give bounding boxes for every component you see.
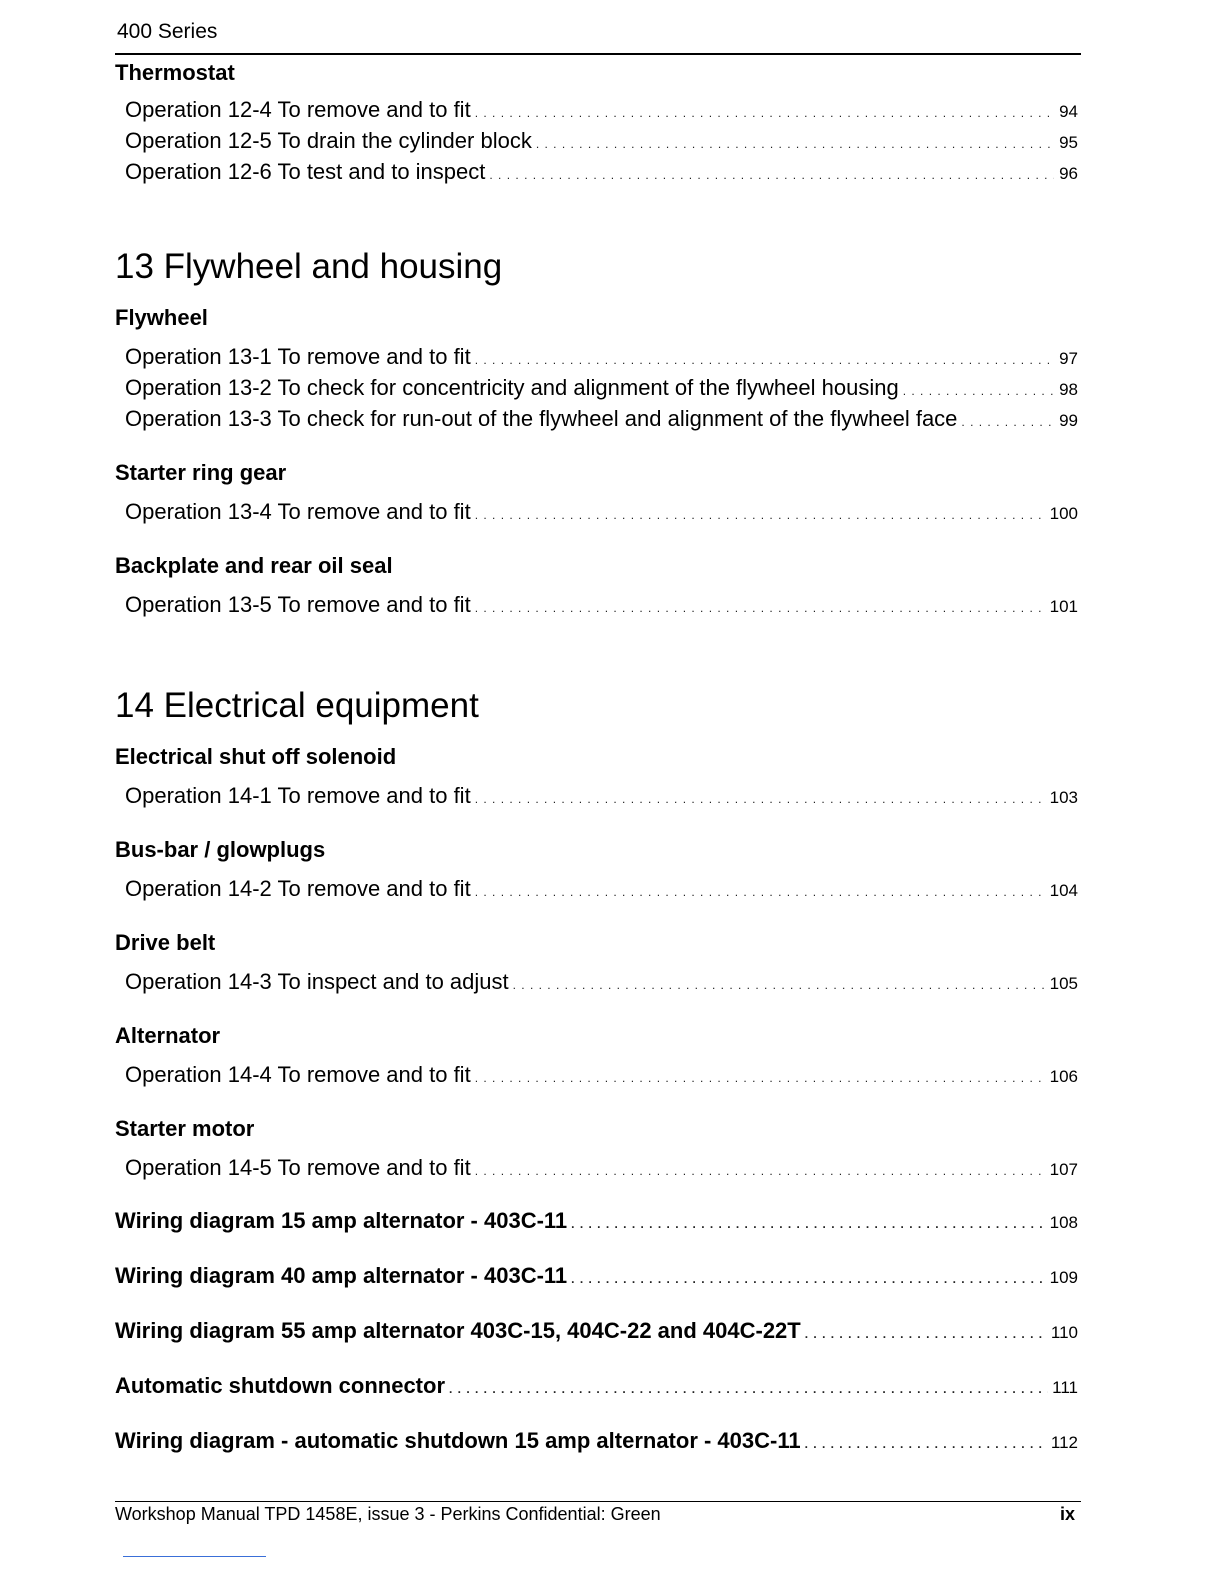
entry-title: Wiring diagram 55 amp alternator 403C-15, 404C-22 and 404C-22T bbox=[115, 1318, 801, 1343]
section-heading-starter-motor: Starter motor bbox=[115, 1116, 255, 1141]
entry-page: 110 bbox=[1050, 1323, 1078, 1342]
leader-dots bbox=[475, 99, 1054, 127]
toc-entry[interactable] bbox=[115, 1061, 1078, 1092]
leader-dots bbox=[475, 878, 1046, 906]
toc-entry[interactable] bbox=[115, 875, 1078, 906]
toc-entry-shutdown-connector[interactable] bbox=[115, 1372, 1078, 1403]
toc-entry-wiring[interactable] bbox=[115, 1317, 1078, 1348]
section-heading-flywheel: Flywheel bbox=[115, 305, 208, 330]
section-heading-thermostat: Thermostat bbox=[115, 60, 235, 85]
toc-entry-wiring[interactable] bbox=[115, 1262, 1078, 1293]
entry-title: Operation 12-6 To test and to inspect bbox=[125, 159, 486, 184]
toc-entry[interactable] bbox=[115, 498, 1078, 529]
entry-title: Operation 13-5 To remove and to fit bbox=[125, 592, 471, 617]
entry-page: 107 bbox=[1049, 1160, 1078, 1179]
toc-entry[interactable] bbox=[115, 591, 1078, 622]
chapter-title-13: 13 Flywheel and housing bbox=[115, 247, 503, 286]
entry-title: Automatic shutdown connector bbox=[115, 1373, 445, 1398]
running-header: 400 Series bbox=[117, 20, 218, 43]
leader-dots bbox=[475, 594, 1046, 622]
entry-page: 106 bbox=[1049, 1067, 1078, 1086]
entry-page: 108 bbox=[1049, 1213, 1078, 1232]
leader-dots bbox=[475, 1157, 1046, 1185]
toc-entry[interactable] bbox=[115, 127, 1078, 158]
toc-entry[interactable] bbox=[115, 1154, 1078, 1185]
section-heading-busbar: Bus-bar / glowplugs bbox=[115, 837, 326, 862]
leader-dots bbox=[805, 1430, 1047, 1458]
entry-page: 95 bbox=[1059, 133, 1078, 152]
entry-page: 105 bbox=[1049, 974, 1078, 993]
entry-title: Operation 14-2 To remove and to fit bbox=[125, 876, 471, 901]
section-heading-backplate: Backplate and rear oil seal bbox=[115, 553, 393, 578]
entry-title: Wiring diagram 40 amp alternator - 403C-11 bbox=[115, 1263, 568, 1288]
leader-dots bbox=[571, 1210, 1045, 1238]
leader-dots bbox=[489, 161, 1054, 189]
entry-page: 103 bbox=[1049, 788, 1078, 807]
entry-page: 94 bbox=[1059, 102, 1078, 121]
entry-title: Operation 13-3 To check for run-out of the flywheel and alignment of the flywheel face bbox=[125, 406, 958, 431]
entry-title: Operation 13-1 To remove and to fit bbox=[125, 344, 471, 369]
entry-title: Operation 12-5 To drain the cylinder block bbox=[125, 128, 532, 153]
header-rule bbox=[115, 53, 1081, 55]
entry-title: Operation 14-5 To remove and to fit bbox=[125, 1155, 471, 1180]
leader-dots bbox=[475, 785, 1046, 813]
leader-dots bbox=[903, 377, 1054, 405]
entry-page: 98 bbox=[1059, 380, 1078, 399]
section-heading-solenoid: Electrical shut off solenoid bbox=[115, 744, 397, 769]
entry-page: 99 bbox=[1059, 411, 1078, 430]
toc-entry[interactable] bbox=[115, 158, 1078, 189]
entry-title: Wiring diagram - automatic shutdown 15 amp alternator - 403C-11 bbox=[115, 1428, 801, 1453]
entry-page: 104 bbox=[1049, 881, 1078, 900]
section-heading-drive-belt: Drive belt bbox=[115, 930, 216, 955]
toc-entry[interactable] bbox=[115, 782, 1078, 813]
toc-entry-wiring[interactable] bbox=[115, 1207, 1078, 1238]
entry-page: 109 bbox=[1049, 1268, 1078, 1287]
bottom-link-underline bbox=[123, 1556, 266, 1557]
leader-dots bbox=[449, 1375, 1048, 1403]
chapter-title-14: 14 Electrical equipment bbox=[115, 686, 479, 725]
toc-entry-wiring[interactable] bbox=[115, 1427, 1078, 1458]
toc-entry[interactable] bbox=[115, 374, 1078, 405]
toc-entry[interactable] bbox=[115, 968, 1078, 999]
entry-title: Operation 14-4 To remove and to fit bbox=[125, 1062, 471, 1087]
entry-title: Operation 14-1 To remove and to fit bbox=[125, 783, 471, 808]
entry-page: 111 bbox=[1052, 1378, 1078, 1397]
entry-title: Operation 13-2 To check for concentricity and alignment of the flywheel housing bbox=[125, 375, 899, 400]
entry-title: Operation 14-3 To inspect and to adjust bbox=[125, 969, 509, 994]
leader-dots bbox=[536, 130, 1054, 158]
leader-dots bbox=[571, 1265, 1045, 1293]
toc-entry[interactable] bbox=[115, 96, 1078, 127]
entry-page: 112 bbox=[1050, 1433, 1078, 1452]
entry-title: Operation 13-4 To remove and to fit bbox=[125, 499, 471, 524]
footer-text: Workshop Manual TPD 1458E, issue 3 - Perkins Confidential: Green bbox=[115, 1504, 661, 1524]
leader-dots bbox=[475, 346, 1054, 374]
toc-entry[interactable] bbox=[115, 405, 1078, 436]
entry-page: 97 bbox=[1059, 349, 1078, 368]
leader-dots bbox=[961, 408, 1054, 436]
page-number: ix bbox=[1059, 1504, 1075, 1524]
section-heading-alternator: Alternator bbox=[115, 1023, 221, 1048]
section-heading-starter-ring-gear: Starter ring gear bbox=[115, 460, 287, 485]
leader-dots bbox=[513, 971, 1046, 999]
leader-dots bbox=[475, 1064, 1046, 1092]
entry-page: 101 bbox=[1049, 597, 1078, 616]
footer-rule bbox=[115, 1501, 1081, 1502]
entry-page: 100 bbox=[1049, 504, 1078, 523]
entry-title: Operation 12-4 To remove and to fit bbox=[125, 97, 471, 122]
toc-entry[interactable] bbox=[115, 343, 1078, 374]
leader-dots bbox=[475, 501, 1046, 529]
table-of-contents bbox=[115, 56, 1078, 1458]
leader-dots bbox=[805, 1320, 1047, 1348]
entry-page: 96 bbox=[1059, 164, 1078, 183]
entry-title: Wiring diagram 15 amp alternator - 403C-11 bbox=[115, 1208, 568, 1233]
